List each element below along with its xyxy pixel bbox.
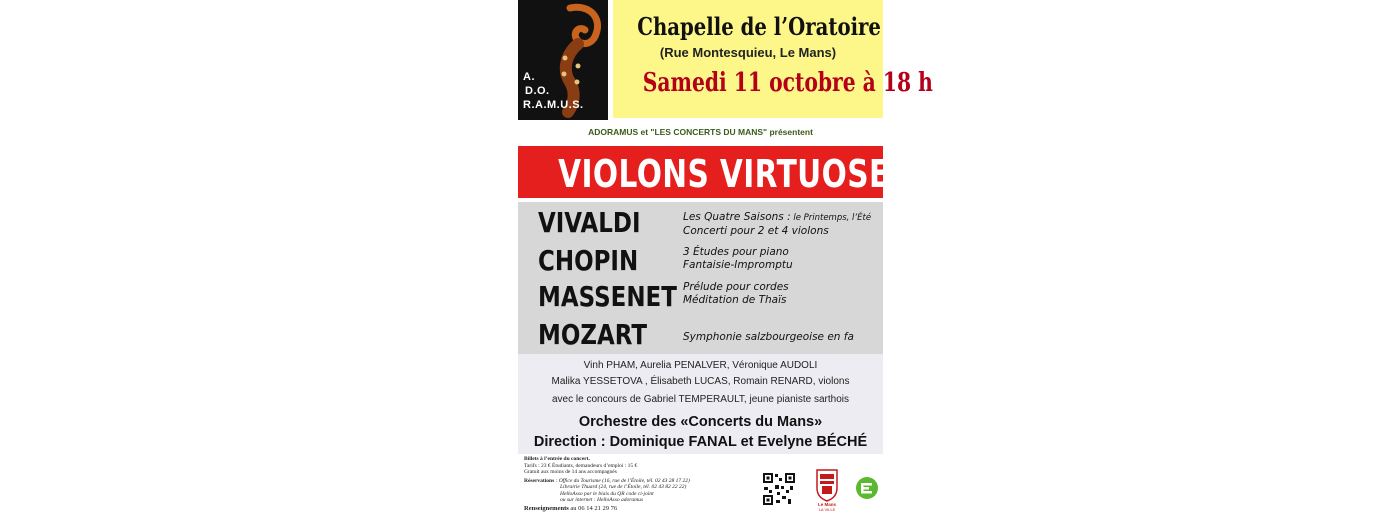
city-crest-icon <box>814 468 840 512</box>
reservation-internet: ou sur internet : HelloAsso adoramus <box>560 497 643 503</box>
venue-name: Chapelle de l’Oratoire <box>637 12 881 41</box>
work-line: Concerti pour 2 et 4 violons <box>683 225 829 237</box>
adoramus-logo <box>518 0 608 120</box>
reservation-librairie: Librairie Thuard (24, rue de l’Étoile, tél. 02 43 82 22 22) <box>560 484 687 490</box>
city-name: Le Mans <box>817 502 837 507</box>
direction-line: Direction : Dominique FANAL et Evelyne BÉCHÉ <box>533 434 868 450</box>
work-line: Fantaisie-Impromptu <box>683 259 793 271</box>
work-line <box>683 211 871 225</box>
performers-line-3: avec le concours de Gabriel TEMPERAULT, jeune pianiste sarthois <box>552 394 849 405</box>
works-vivaldi <box>683 211 871 238</box>
info-phone: au 06 14 21 29 76 <box>568 505 618 512</box>
logo-line-2: D.O. <box>525 85 550 97</box>
program-section <box>518 202 883 354</box>
venue-address: (Rue Montesquieu, Le Mans) <box>659 45 837 60</box>
concert-date: Samedi 11 octobre à 18 h <box>642 68 933 98</box>
orchestra-name: Orchestre des «Concerts du Mans» <box>578 414 823 430</box>
work-line: Prélude pour cordes <box>683 281 789 293</box>
composer-massenet: MASSENET <box>538 280 677 313</box>
performers-line-1: Vinh PHAM, Aurelia PENALVER, Véronique AUDOLI <box>583 360 818 371</box>
concert-poster <box>518 0 933 520</box>
ticket-info-footer <box>518 454 883 520</box>
eco-badge-icon <box>855 476 879 500</box>
city-subtitle: LA VILLE <box>818 507 836 512</box>
logo-lettering <box>523 70 584 112</box>
info-label: Renseignements <box>524 505 569 512</box>
performers-line-2: Malika YESSETOVA , Élisabeth LUCAS, Romain RENARD, violons <box>551 376 850 387</box>
composer-chopin: CHOPIN <box>538 244 639 277</box>
work-title: Les Quatre Saisons : <box>683 211 791 223</box>
logo-line-3: R.A.M.U.S. <box>523 99 584 111</box>
works-mozart <box>683 331 854 344</box>
presenters-line: ADORAMUS et "LES CONCERTS DU MANS" présentent <box>588 127 813 137</box>
work-line: 3 Études pour piano <box>683 246 789 258</box>
work-line: Méditation de Thaïs <box>683 294 787 306</box>
work-detail: le Printemps, l’Été <box>790 213 872 223</box>
qr-code-icon[interactable] <box>762 472 796 506</box>
logo-line-1: A. <box>523 71 535 83</box>
works-massenet <box>683 281 789 307</box>
concert-title: VIOLONS VIRTUOSES <box>558 152 912 196</box>
tarifs-line: Tarifs : 23 € Étudiants, demandeurs d’emploi : 15 € <box>524 463 638 469</box>
title-band <box>518 146 912 198</box>
composer-vivaldi: VIVALDI <box>538 206 641 239</box>
reservations-label: Réservations <box>524 478 555 484</box>
tickets-heading: Billets à l’entrée du concert. <box>524 456 590 462</box>
works-chopin <box>683 246 793 272</box>
reservation-helloasso: HelloAsso par le biais du QR code ci-joint <box>560 491 654 497</box>
work-line: Symphonie salzbourgeoise en fa <box>683 331 854 343</box>
composer-mozart: MOZART <box>538 318 648 351</box>
venue-header <box>613 0 933 118</box>
performers-section <box>518 354 883 454</box>
reservation-office: : Office du Tourisme (16, rue de l’Étoile, tél. 02 43 28 17 22) <box>554 478 690 484</box>
gratuit-line: Gratuit aux moins de 14 ans accompagnés <box>524 469 617 475</box>
